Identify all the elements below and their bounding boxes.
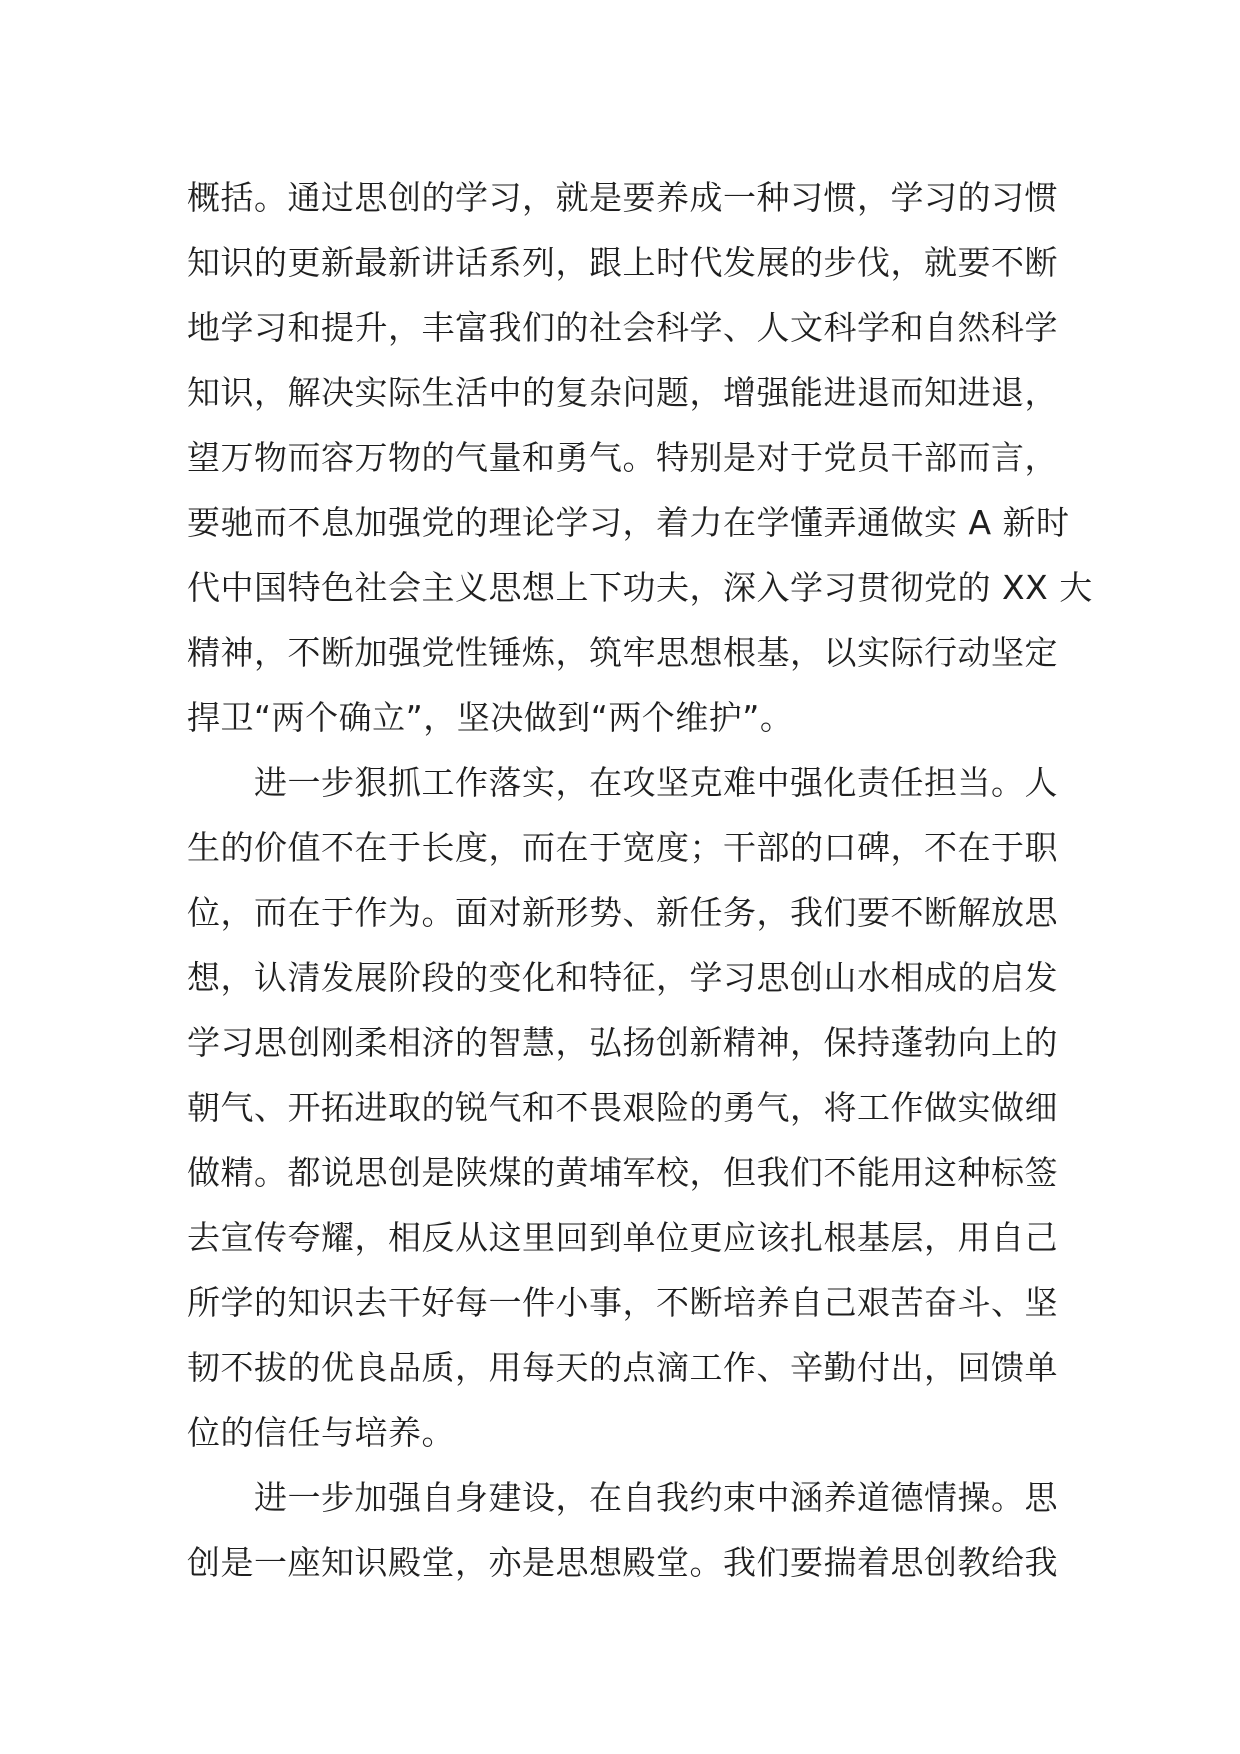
paragraph-start-line: 进一步狠抓工作落实，在攻坚克难中强化责任担当。人 <box>254 763 1058 802</box>
text-line: 地学习和提升，丰富我们的社会科学、人文科学和自然科学 <box>187 308 1058 347</box>
text-line: 所学的知识去干好每一件小事，不断培养自己艰苦奋斗、坚 <box>187 1283 1058 1322</box>
paragraph-start-line: 进一步加强自身建设，在自我约束中涵养道德情操。思 <box>254 1478 1058 1517</box>
text-line: 韧不拔的优良品质，用每天的点滴工作、辛勤付出，回馈单 <box>187 1348 1058 1387</box>
text-line: 捍卫“两个确立”，坚决做到“两个维护”。 <box>187 698 794 737</box>
text-line: 望万物而容万物的气量和勇气。特别是对于党员干部而言， <box>187 438 1058 477</box>
text-line: 知识的更新最新讲话系列，跟上时代发展的步伐，就要不断 <box>187 243 1058 282</box>
text-line: 要驰而不息加强党的理论学习，着力在学懂弄通做实 A 新时 <box>187 503 1070 542</box>
text-line: 做精。都说思创是陕煤的黄埔军校，但我们不能用这种标签 <box>187 1153 1058 1192</box>
text-line: 代中国特色社会主义思想上下功夫，深入学习贯彻党的 XX 大 <box>187 568 1093 607</box>
text-line: 生的价值不在于长度，而在于宽度；干部的口碑，不在于职 <box>187 828 1058 867</box>
text-line: 概括。通过思创的学习，就是要养成一种习惯，学习的习惯 <box>187 178 1058 217</box>
text-line: 知识，解决实际生活中的复杂问题，增强能进退而知进退， <box>187 373 1058 412</box>
text-line: 想，认清发展阶段的变化和特征，学习思创山水相成的启发 <box>187 958 1058 997</box>
text-line: 创是一座知识殿堂，亦是思想殿堂。我们要揣着思创教给我 <box>187 1543 1058 1582</box>
text-line: 去宣传夸耀，相反从这里回到单位更应该扎根基层，用自己 <box>187 1218 1058 1257</box>
text-line: 精神，不断加强党性锤炼，筑牢思想根基，以实际行动坚定 <box>187 633 1058 672</box>
body-text <box>187 165 1093 1595</box>
text-line: 朝气、开拓进取的锐气和不畏艰险的勇气，将工作做实做细 <box>187 1088 1058 1127</box>
text-line: 学习思创刚柔相济的智慧，弘扬创新精神，保持蓬勃向上的 <box>187 1023 1058 1062</box>
text-line: 位，而在于作为。面对新形势、新任务，我们要不断解放思 <box>187 893 1058 932</box>
text-line: 位的信任与培养。 <box>187 1413 455 1452</box>
